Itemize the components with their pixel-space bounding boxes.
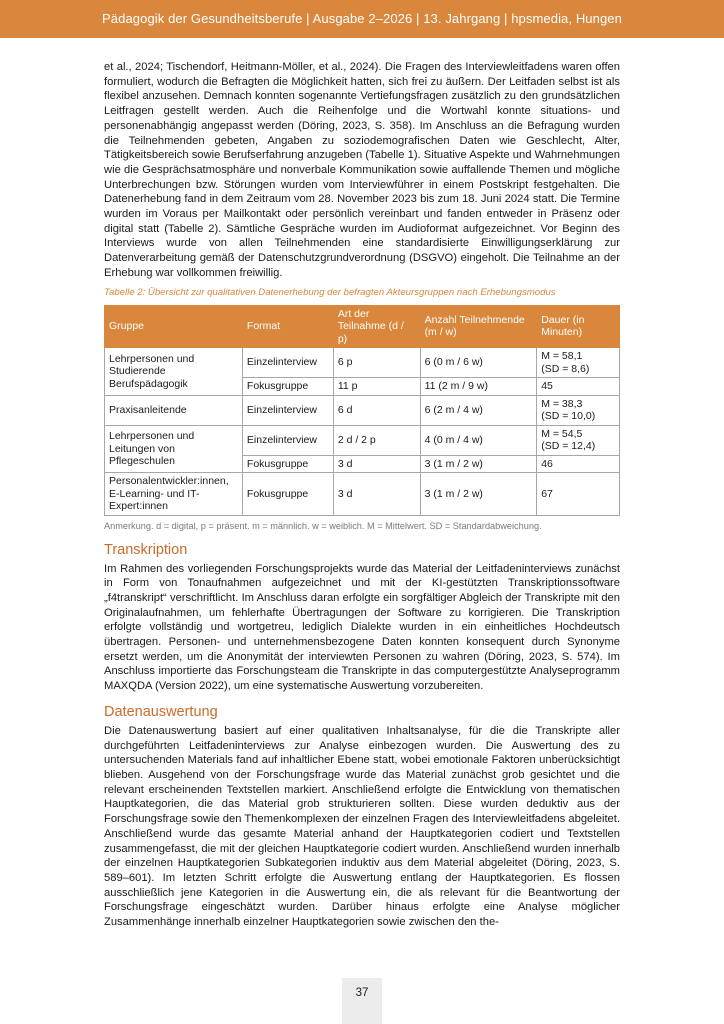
header-dauer: Dauer (in Minuten): [537, 305, 620, 348]
group-cell: Lehrpersonen und Studierende Berufspädagogik: [105, 348, 243, 396]
table-row: [105, 348, 620, 378]
page-number-box: [342, 978, 382, 1024]
group-cell: Praxisanleitende: [105, 395, 243, 425]
table-row: [105, 395, 620, 425]
anzahl-cell: 3 (1 m / 2 w): [420, 473, 537, 516]
format-cell: Einzelinterview: [242, 348, 333, 378]
intro-paragraph: et al., 2024; Tischendorf, Heitmann-Möller, et al., 2024). Die Fragen des Interviewleitfadens waren offen formuliert, wodurch die Befragten die Möglichkeit hatten, sich frei zu äußern. Der Leitfaden selbst ist als flexibel anzusehen. Demnach konnten sogenannte Vertiefungsfragen zusätzlich zu den grundsätzlichen Leitfragen gestellt werden. Auch die Reihenfolge und die Wortwahl konnte situations- und personenabhängig angepasst werden (Döring, 2023, S. 358). Im Anschluss an die Befragung wurden die Teilnehmenden gebeten, Angaben zu soziodemografischen Daten wie Geschlecht, Alter, Tätigkeitsbereich sowie Berufserfahrung anzugeben (Tabelle 1). Situative Aspekte und Wahrnehmungen wie die Gesprächsatmosphäre und nonverbale Kommunikation sowie auffallende Themen und mögliche Unterbrechungen bzw. Störungen wurden vom Interviewführer in einem Postskript festgehalten. Die Datenerhebung fand in dem Zeitraum vom 28. November 2023 bis zum 18. Juni 2024 statt. Die Termine wurden im Voraus per Mailkontakt oder persönlich vereinbart und fanden entweder in Präsenz oder digital statt (Tabelle 2). Sämtliche Gespräche wurden im Audioformat aufgezeichnet. Vor Beginn des Interviews wurde von allen Teilnehmenden eine standardisierte Einwilligungserklärung zur Datenverarbeitung gemäß der Datenschutzgrundverordnung (DSGVO) eingeholt. Die Teilnahme an der Erhebung war vollkommen freiwillig.: [104, 61, 620, 279]
dauer-cell: 67: [537, 473, 620, 516]
dauer-cell: 45: [537, 378, 620, 396]
header-art-der-teilnahme: Art der Teilnahme (d / p): [333, 305, 420, 348]
anzahl-cell: 6 (2 m / 4 w): [420, 395, 537, 425]
header-format: Format: [242, 305, 333, 348]
anzahl-cell: 6 (0 m / 6 w): [420, 348, 537, 378]
format-cell: Fokusgruppe: [242, 455, 333, 473]
table-note: Anmerkung. d = digital, p = präsent. m = männlich. w = weiblich. M = Mittelwert. SD = Standardabweichung.: [104, 520, 542, 531]
dauer-mean: M = 58,1: [541, 350, 583, 363]
dauer-cell: 46: [537, 455, 620, 473]
section-heading-transkription: Transkription: [104, 541, 188, 558]
journal-header-bar: [0, 0, 724, 38]
anzahl-cell: 11 (2 m / 9 w): [420, 378, 537, 396]
dauer-sd: (SD = 8,6): [541, 362, 590, 375]
table-caption: Tabelle 2: Übersicht zur qualitativen Datenerhebung der befragten Akteursgruppen nach Erhebungsmodus: [104, 286, 556, 298]
table-header-row: [105, 305, 620, 348]
art-cell: 3 d: [333, 473, 420, 516]
header-anzahl-teilnehmende: Anzahl Teilnehmende (m / w): [420, 305, 537, 348]
format-cell: Fokusgruppe: [242, 473, 333, 516]
format-cell: Fokusgruppe: [242, 378, 333, 396]
journal-header-title: Pädagogik der Gesundheitsberufe | Ausgabe 2–2026 | 13. Jahrgang | hpsmedia, Hungen: [102, 11, 622, 26]
page-number: 37: [355, 987, 369, 999]
dauer-mean: M = 54,5: [541, 427, 583, 440]
data-collection-table: [104, 305, 620, 516]
table-row: [105, 425, 620, 455]
section-text-datenauswertung: Die Datenauswertung basiert auf einer qualitativen Inhaltsanalyse, für die die Transkripte aller durchgeführten Leitfadeninterviews zur Analyse einbezogen wurden. Die Auswertung des zu untersuchenden Materials fand auf inhaltlicher Ebene statt, wobei emotionale Faktoren unberücksichtigt blieben. Ausgehend von der Forschungsfrage wurde das Material zunächst grob gesichtet und die relevant erscheinenden Textstellen markiert. Anschließend erfolgte die Entwicklung von thematischen Hauptkategorien, die das Material grob strukturieren sollten. Diese wurden deduktiv aus der Forschungsfrage sowie den Themenkomplexen der einzelnen Fragen des Interviewleitfadens abgeleitet. Anschließend wurde das gesamte Material anhand der Hauptkategorien codiert und Textstellen zusammengefasst, die mit der gleichen Hauptkategorie codiert wurden. Anschließend wurden innerhalb der einzelnen Hauptkategorien Subkategorien induktiv aus dem Material abgeleitet (Döring, 2023, S. 589–601). Im letzten Schritt erfolgte die Auswertung entlang der Hauptkategorien. Es flossen ausschließlich jene Kategorien in die Auswertung ein, die als relevant für die Beantwortung der Forschungsfrage eingeschätzt wurden. Darüber hinaus erfolgte eine Analyse möglicher Zusammenhänge innerhalb einzelner Hauptkategorien sowie zwischen den the-: [104, 724, 620, 929]
dauer-cell: [537, 395, 620, 425]
format-cell: Einzelinterview: [242, 425, 333, 455]
header-gruppe: Gruppe: [105, 305, 243, 348]
anzahl-cell: 3 (1 m / 2 w): [420, 455, 537, 473]
section-heading-datenauswertung: Datenauswertung: [104, 703, 218, 720]
dauer-sd: (SD = 10,0): [541, 410, 596, 423]
art-cell: 11 p: [333, 378, 420, 396]
art-cell: 3 d: [333, 455, 420, 473]
dauer-cell: [537, 425, 620, 455]
article-content: [104, 60, 620, 930]
group-cell: Personalentwickler:innen, E-Learning- und IT-Expert:innen: [105, 473, 243, 516]
dauer-sd: (SD = 12,4): [541, 440, 596, 453]
section-text-transkription: Im Rahmen des vorliegenden Forschungsprojekts wurde das Material der Leitfadeninterviews zunächst in Form von Tonaufnahmen aufgezeichnet und mit der KI-gestützten Transkriptionssoftware „f4transkript“ verschriftlicht. Im Anschluss daran erfolgte ein sorgfältiger Abgleich der Transkripte mit den Originalaufnahmen, um fehlerhafte Übertragungen der Software zu korrigieren. Die Transkription erfolgte vollständig und wortgetreu, lediglich Dialekte wurden in ein einheitliches Hochdeutsch übertragen. Personen- und unternehmensbezogene Daten konnten konsequent durch Synonyme ersetzt werden, um die Anonymität der interviewten Personen zu wahren (Döring, 2023, S. 574). Im Anschluss importierte das Forschungsteam die Transkripte in das computergestützte Analyseprogramm MAXQDA (Version 2022), um eine systematische Auswertung vorzubereiten.: [104, 562, 620, 693]
art-cell: 6 p: [333, 348, 420, 378]
dauer-mean: M = 38,3: [541, 397, 583, 410]
art-cell: 2 d / 2 p: [333, 425, 420, 455]
dauer-cell: [537, 348, 620, 378]
table-row: [105, 473, 620, 516]
format-cell: Einzelinterview: [242, 395, 333, 425]
anzahl-cell: 4 (0 m / 4 w): [420, 425, 537, 455]
art-cell: 6 d: [333, 395, 420, 425]
group-cell: Lehrpersonen und Leitungen von Pflegeschulen: [105, 425, 243, 473]
